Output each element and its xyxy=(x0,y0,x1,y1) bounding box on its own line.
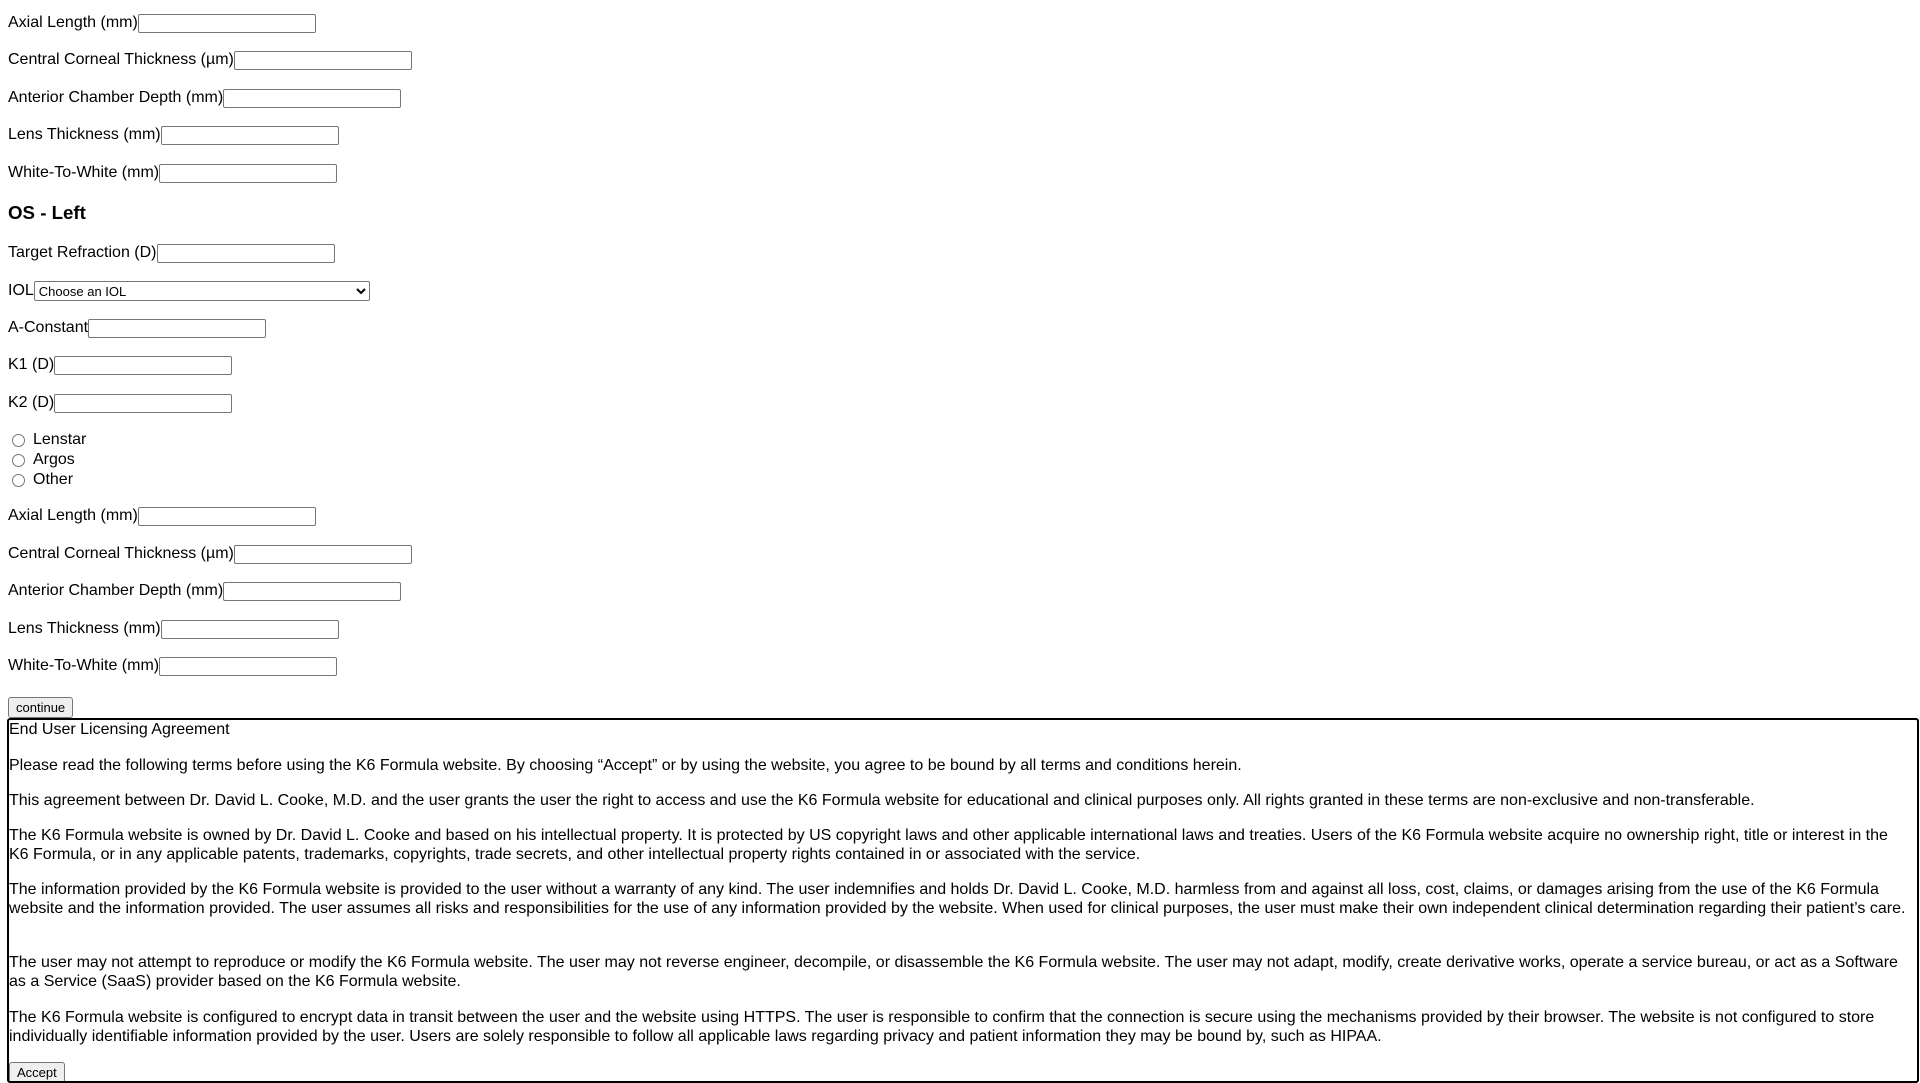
os-a-constant-row xyxy=(8,317,266,339)
eula-paragraph: Please read the following terms before using the K6 Formula website. By choosing “Accept” or by using the website, you agree to be bound by all terms and conditions herein. xyxy=(9,757,1242,774)
os-k1-label: K1 (D) xyxy=(8,356,55,373)
od-lens-thickness-row xyxy=(8,124,339,146)
radio-button[interactable] xyxy=(12,434,25,447)
od-lens-thickness-label: Lens Thickness (mm) xyxy=(8,126,161,143)
od-wtw-row xyxy=(8,162,337,184)
od-axial-length-label: Axial Length (mm) xyxy=(8,14,138,31)
eula-title: End User Licensing Agreement xyxy=(9,721,230,738)
os-k1-row xyxy=(8,354,232,376)
eula-paragraph: The user may not attempt to reproduce or modify the K6 Formula website. The user may not reverse engineer, decompile, or disassemble the K6 Formula website. The user may not adapt, modify, create derivative works, operate a service bureau, or act as a Software as a Service (SaaS) provider based on the K6 Formula website. xyxy=(9,954,1898,990)
os-lens-thickness-row xyxy=(8,618,339,640)
os-k2-label: K2 (D) xyxy=(8,394,55,411)
os-biometer-radio-lenstar[interactable] xyxy=(12,430,86,450)
os-axial-length-label: Axial Length (mm) xyxy=(8,507,138,524)
os-biometer-radio-argos[interactable] xyxy=(12,450,75,470)
os-cct-input[interactable] xyxy=(234,545,412,564)
os-cct-row xyxy=(8,543,412,565)
os-target-refraction-label: Target Refraction (D) xyxy=(8,244,157,261)
os-acd-row xyxy=(8,580,401,602)
os-axial-length-input[interactable] xyxy=(138,507,316,526)
os-wtw-row xyxy=(8,655,337,677)
os-k2-input[interactable] xyxy=(54,394,232,413)
eula-paragraph: The K6 Formula website is owned by Dr. David L. Cooke and based on his intellectual property. It is protected by US copyright laws and other applicable international laws and treaties. Users of the K6 Formula website acquire no ownership right, title or interest in the K6 Formula, or in any applicable patents, trademarks, copyrights, trade secrets, and other intellectual property rights contained in or associated with the service. xyxy=(9,827,1888,863)
od-lens-thickness-input[interactable] xyxy=(161,126,339,145)
os-axial-length-row xyxy=(8,505,316,527)
od-cct-label: Central Corneal Thickness (µm) xyxy=(8,51,234,68)
eula-paragraph: The information provided by the K6 Formula website is provided to the user without a warranty of any kind. The user indemnifies and holds Dr. David L. Cooke, M.D. harmless from and against all loss, cost, claims, or damages arising from the use of the K6 Formula website and the information provided. The user assumes all risks and responsibilities for the use of any information provided by the website. When used for clinical purposes, the user must make their own independent clinical determination regarding their patient’s care. xyxy=(9,881,1906,917)
od-cct-input[interactable] xyxy=(234,51,412,70)
radio-label: Lenstar xyxy=(33,431,87,448)
od-axial-length-row xyxy=(8,12,316,34)
accept-button[interactable]: Accept xyxy=(9,1062,65,1083)
eula-dialog xyxy=(7,718,1919,1083)
radio-button[interactable] xyxy=(12,454,25,467)
os-iol-select[interactable] xyxy=(34,281,370,301)
os-acd-input[interactable] xyxy=(223,582,401,601)
os-acd-label: Anterior Chamber Depth (mm) xyxy=(8,582,224,599)
eula-paragraph: This agreement between Dr. David L. Cooke, M.D. and the user grants the user the right to access and use the K6 Formula website for educational and clinical purposes only. All rights granted in these terms are non-exclusive and non-transferable. xyxy=(9,792,1755,809)
os-target-refraction-input[interactable] xyxy=(157,244,335,263)
eula-paragraph: The K6 Formula website is configured to encrypt data in transit between the user and the website using HTTPS. The user is responsible to confirm that the connection is secure using the mechanisms provided by their browser. The website is not configured to store individually identifiable information provided by the user. Users are solely responsible to follow all applicable laws regarding privacy and patient information they may be bound by, such as HIPAA. xyxy=(9,1009,1875,1045)
od-axial-length-input[interactable] xyxy=(138,14,316,33)
os-k1-input[interactable] xyxy=(54,356,232,375)
radio-label: Argos xyxy=(33,451,75,468)
os-section-heading: OS - Left xyxy=(8,202,86,223)
os-k2-row xyxy=(8,392,232,414)
od-acd-label: Anterior Chamber Depth (mm) xyxy=(8,89,224,106)
os-wtw-input[interactable] xyxy=(159,657,337,676)
os-lens-thickness-input[interactable] xyxy=(161,620,339,639)
os-iol-row xyxy=(8,280,370,302)
os-target-refraction-row xyxy=(8,242,335,264)
os-biometer-radio-other[interactable] xyxy=(12,470,73,490)
os-a-constant-input[interactable] xyxy=(88,319,266,338)
os-iol-label: IOL xyxy=(8,282,34,299)
od-cct-row xyxy=(8,49,412,71)
od-wtw-input[interactable] xyxy=(159,164,337,183)
os-wtw-label: White-To-White (mm) xyxy=(8,657,160,674)
od-wtw-label: White-To-White (mm) xyxy=(8,164,160,181)
os-cct-label: Central Corneal Thickness (µm) xyxy=(8,545,234,562)
radio-label: Other xyxy=(33,471,74,488)
os-lens-thickness-label: Lens Thickness (mm) xyxy=(8,620,161,637)
od-acd-row xyxy=(8,87,401,109)
continue-button[interactable]: continue xyxy=(8,697,73,718)
os-a-constant-label: A-Constant xyxy=(8,319,89,336)
radio-button[interactable] xyxy=(12,474,25,487)
od-acd-input[interactable] xyxy=(223,89,401,108)
